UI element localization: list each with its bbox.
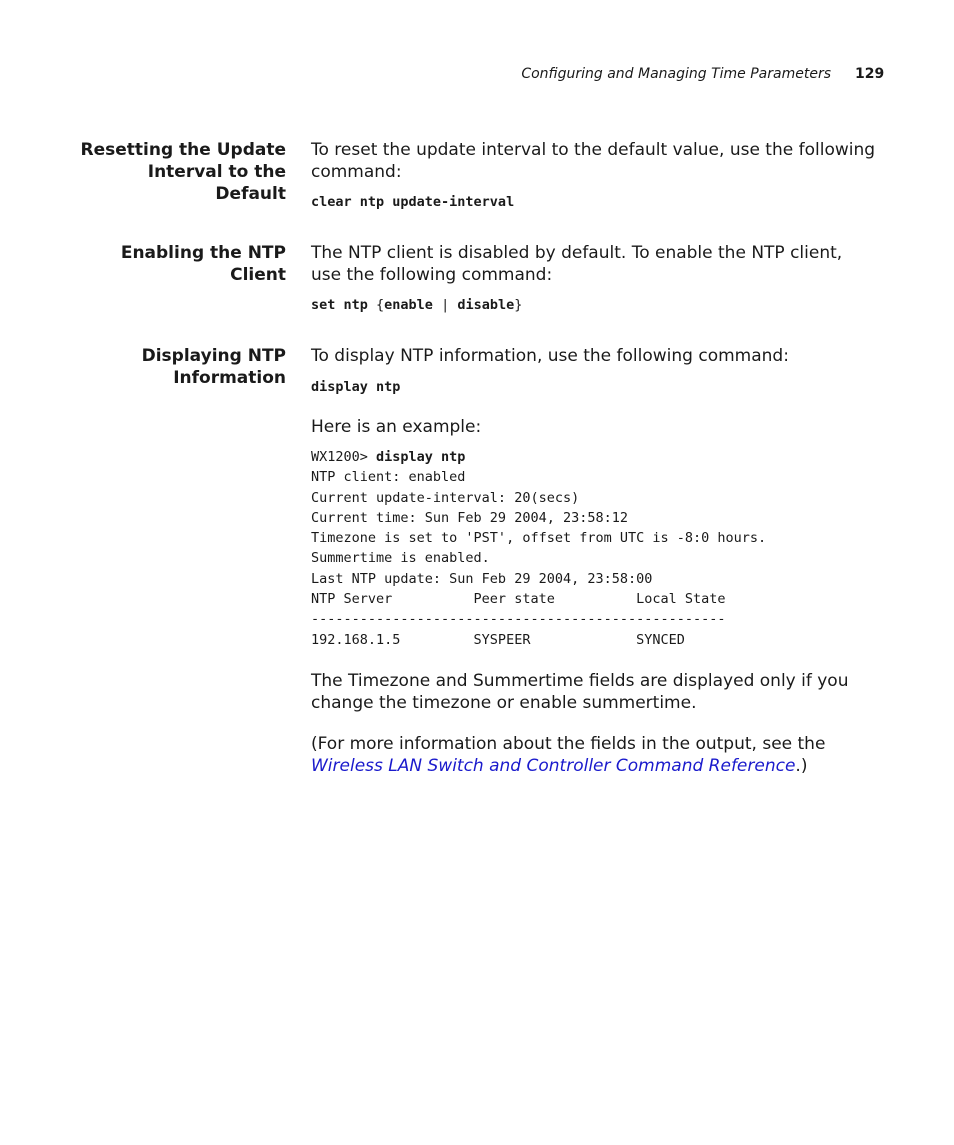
brace-close: } [514, 297, 523, 313]
command-option-disable: disable [457, 297, 515, 313]
section-heading-reset-interval [66, 139, 286, 205]
more-info-suffix: .) [795, 756, 808, 776]
example-output [311, 447, 766, 650]
command-option-enable: enable [384, 297, 433, 313]
example-prompt-line [311, 447, 766, 467]
output-line: Current update-interval: 20(secs) [311, 489, 580, 506]
output-line: NTP client: enabled [311, 469, 466, 486]
enable-body-text: The NTP client is disabled by default. To enable the NTP client, use the following command: [311, 243, 843, 285]
output-line: --------------------------------------------------- [311, 611, 726, 628]
command-reference-link[interactable]: Wireless LAN Switch and Controller Command Reference [311, 756, 796, 776]
heading-line: Enabling the NTP [120, 243, 286, 263]
output-line: Last NTP update: Sun Feb 29 2004, 23:58:00 [311, 570, 653, 587]
heading-line: Information [173, 368, 286, 388]
summertime-note: The Timezone and Summertime fields are displayed only if you change the timezone or enable summertime. [311, 671, 849, 713]
output-line: Summertime is enabled. [311, 550, 490, 567]
brace-open: { [376, 297, 385, 313]
cli-command: display ntp [376, 449, 466, 465]
section-heading-display-ntp [66, 345, 286, 389]
example-intro: Here is an example: [311, 417, 482, 437]
enable-command [311, 295, 522, 315]
heading-line: Resetting the Update [80, 140, 286, 160]
output-line: 192.168.1.5 SYSPEER SYNCED [311, 631, 685, 648]
display-body-text: To display NTP information, use the following command: [311, 346, 789, 366]
more-info-paragraph [311, 733, 876, 777]
page-number: 129 [855, 66, 885, 82]
reset-command: clear ntp update-interval [311, 194, 515, 210]
command-keyword: set ntp [311, 297, 377, 313]
more-info-text: (For more information about the fields in the output, see the [311, 734, 826, 754]
heading-line: Client [230, 265, 286, 285]
output-line: NTP Server Peer state Local State [311, 591, 726, 608]
heading-line: Default [215, 184, 286, 204]
running-header-title: Configuring and Managing Time Parameters [521, 66, 831, 82]
output-line: Timezone is set to 'PST', offset from UTC is -8:0 hours. [311, 530, 767, 547]
heading-line: Interval to the [147, 162, 286, 182]
output-line: Current time: Sun Feb 29 2004, 23:58:12 [311, 509, 628, 526]
section-heading-enable-ntp [66, 242, 286, 286]
display-command: display ntp [311, 379, 401, 395]
option-separator: | [432, 297, 458, 313]
cli-prompt: WX1200> [311, 449, 377, 465]
heading-line: Displaying NTP [141, 346, 286, 366]
reset-body-text: To reset the update interval to the default value, use the following command: [311, 140, 876, 182]
